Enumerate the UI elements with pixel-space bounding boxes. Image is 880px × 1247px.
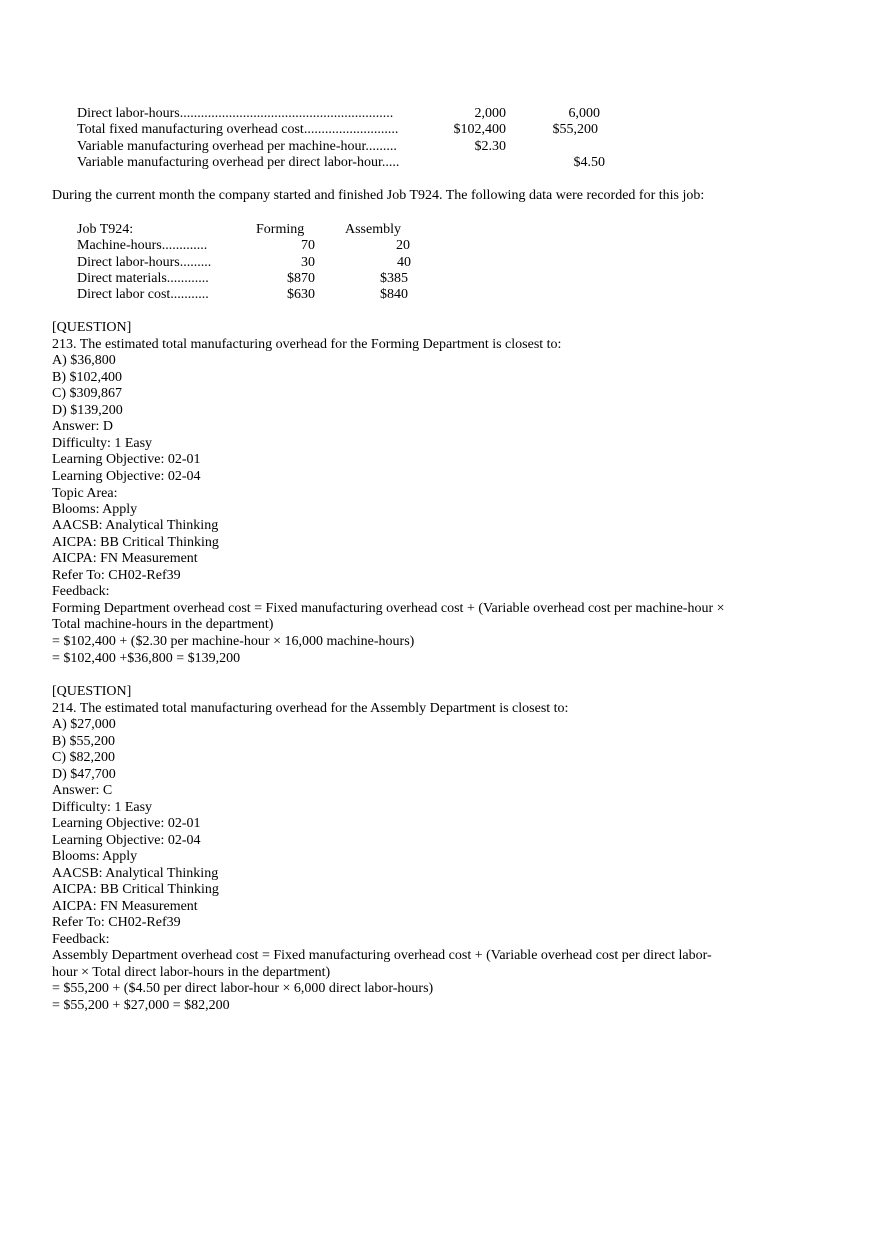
top-row-assembly: $4.50: [573, 155, 605, 170]
feedback-line: Total machine-hours in the department): [52, 617, 274, 632]
feedback-line: = $55,200 + $27,000 = $82,200: [52, 998, 230, 1013]
job-header-forming: Forming: [256, 222, 305, 237]
feedback-label: Feedback:: [52, 584, 110, 599]
job-table-title: Job T924:: [77, 222, 134, 237]
top-row-label: Total fixed manufacturing overhead cost...........................: [77, 122, 399, 137]
metadata-line: Learning Objective: 02-01: [52, 452, 201, 467]
metadata-line: Difficulty: 1 Easy: [52, 436, 153, 451]
question-stem: 213. The estimated total manufacturing overhead for the Forming Department is closest to:: [52, 337, 562, 352]
top-row-forming: $102,400: [453, 122, 506, 137]
question-marker: [QUESTION]: [52, 684, 132, 699]
job-row-forming: $870: [287, 271, 315, 286]
feedback-line: Forming Department overhead cost = Fixed manufacturing overhead cost + (Variable overhead cost per machine-hour ×: [52, 601, 725, 616]
job-row-forming: 70: [301, 238, 315, 253]
metadata-line: Difficulty: 1 Easy: [52, 800, 153, 815]
answer-option: B) $55,200: [52, 734, 115, 749]
feedback-line: = $55,200 + ($4.50 per direct labor-hour × 6,000 direct labor-hours): [52, 981, 434, 996]
question-marker: [QUESTION]: [52, 320, 132, 335]
answer-option: A) $36,800: [52, 353, 116, 368]
top-row-label: Variable manufacturing overhead per direct labor-hour.....: [77, 155, 400, 170]
metadata-line: Learning Objective: 02-04: [52, 833, 201, 848]
job-row-assembly: 40: [397, 255, 411, 270]
feedback-line: = $102,400 +$36,800 = $139,200: [52, 651, 241, 666]
answer-option: C) $82,200: [52, 750, 115, 765]
top-row-label: Direct labor-hours.............................................................: [77, 106, 394, 121]
job-header-assembly: Assembly: [345, 222, 401, 237]
feedback-label: Feedback:: [52, 932, 110, 947]
metadata-line: AICPA: BB Critical Thinking: [52, 882, 219, 897]
metadata-line: Topic Area:: [52, 486, 118, 501]
metadata-line: Learning Objective: 02-04: [52, 469, 201, 484]
metadata-line: Learning Objective: 02-01: [52, 816, 201, 831]
top-row-assembly: 6,000: [568, 106, 600, 121]
intro-text: During the current month the company started and finished Job T924. The following data were recorded for this job:: [52, 188, 705, 203]
metadata-line: Blooms: Apply: [52, 849, 138, 864]
job-row-assembly: $385: [380, 271, 408, 286]
metadata-line: AICPA: FN Measurement: [52, 899, 198, 914]
feedback-line: Assembly Department overhead cost = Fixed manufacturing overhead cost + (Variable overhead cost per direct labor-: [52, 948, 712, 963]
job-row-label: Machine-hours.............: [77, 238, 208, 253]
feedback-line: hour × Total direct labor-hours in the department): [52, 965, 331, 980]
answer-key: Answer: D: [52, 419, 114, 434]
metadata-line: Blooms: Apply: [52, 502, 138, 517]
metadata-line: AACSB: Analytical Thinking: [52, 866, 219, 881]
metadata-line: Refer To: CH02-Ref39: [52, 915, 181, 930]
feedback-line: = $102,400 + ($2.30 per machine-hour × 16,000 machine-hours): [52, 634, 415, 649]
metadata-line: AACSB: Analytical Thinking: [52, 518, 219, 533]
job-row-assembly: 20: [396, 238, 410, 253]
question-stem: 214. The estimated total manufacturing overhead for the Assembly Department is closest to:: [52, 701, 569, 716]
metadata-line: AICPA: BB Critical Thinking: [52, 535, 219, 550]
answer-option: B) $102,400: [52, 370, 122, 385]
top-row-forming: $2.30: [474, 139, 506, 154]
metadata-line: Refer To: CH02-Ref39: [52, 568, 181, 583]
top-row-label: Variable manufacturing overhead per machine-hour.........: [77, 139, 397, 154]
job-row-forming: 30: [301, 255, 315, 270]
metadata-line: AICPA: FN Measurement: [52, 551, 198, 566]
answer-option: D) $139,200: [52, 403, 123, 418]
top-row-assembly: $55,200: [552, 122, 598, 137]
top-row-forming: 2,000: [474, 106, 506, 121]
answer-option: A) $27,000: [52, 717, 116, 732]
job-row-label: Direct labor-hours.........: [77, 255, 212, 270]
job-row-label: Direct materials............: [77, 271, 209, 286]
job-row-forming: $630: [287, 287, 315, 302]
job-row-assembly: $840: [380, 287, 408, 302]
answer-option: D) $47,700: [52, 767, 116, 782]
answer-key: Answer: C: [52, 783, 113, 798]
answer-option: C) $309,867: [52, 386, 122, 401]
job-row-label: Direct labor cost...........: [77, 287, 209, 302]
